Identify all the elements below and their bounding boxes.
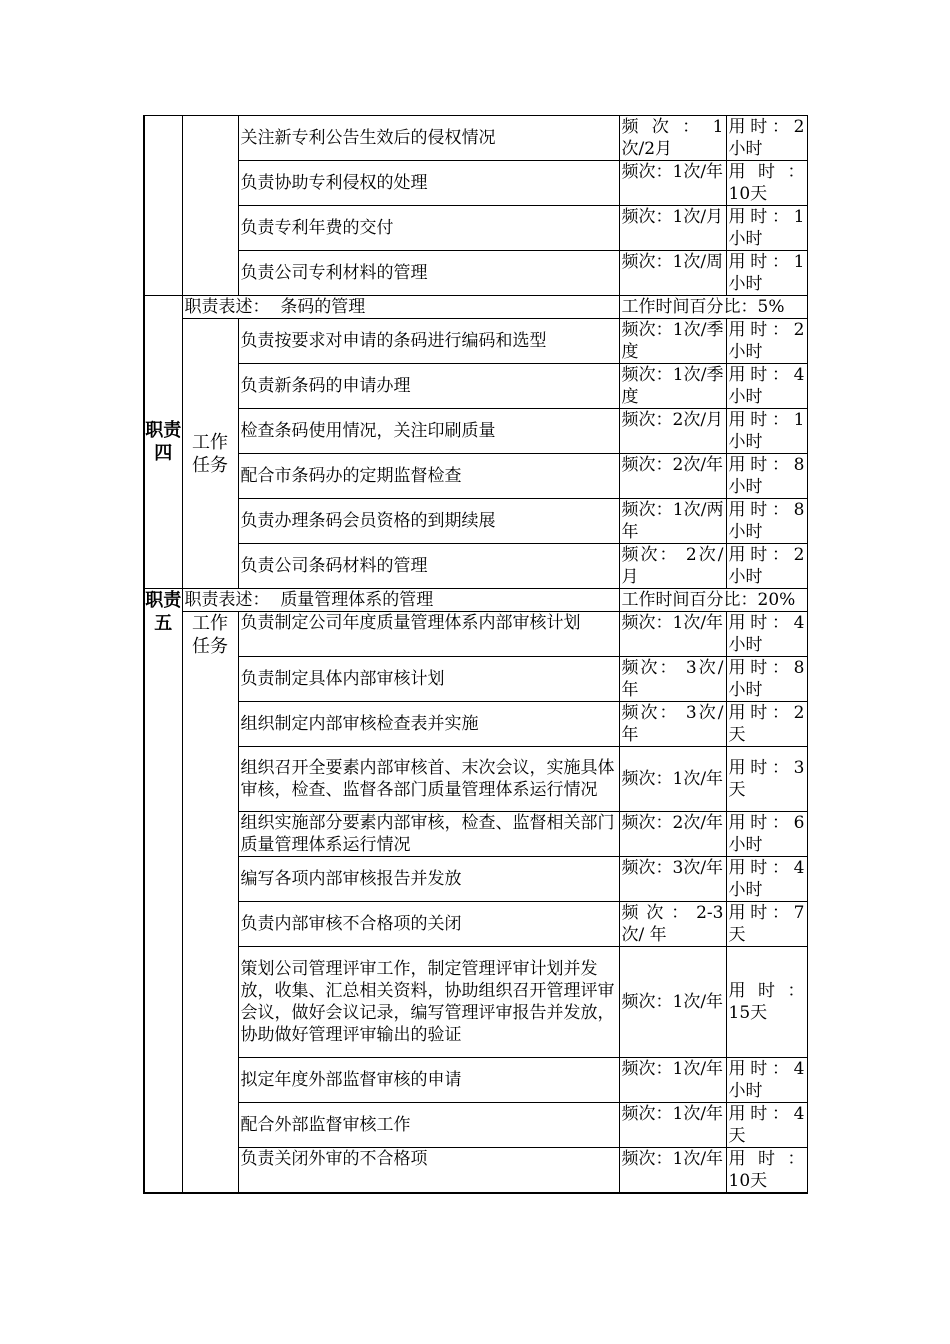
- task-cell: 负责专利年费的交付: [238, 206, 619, 251]
- prev-label-cell: [144, 116, 182, 296]
- task-cell: 编写各项内部审核报告并发放: [238, 857, 619, 902]
- frequency-cell: 频 次 ： 1次/2月: [619, 116, 726, 161]
- table-row: [144, 947, 807, 1058]
- frequency-cell: 频次：2次/年: [619, 454, 726, 499]
- time-cell: 用时：4小时: [726, 612, 807, 657]
- frequency-cell: 频次：1次/年: [619, 1148, 726, 1194]
- table-row: [144, 1103, 807, 1148]
- table-row: [144, 319, 807, 364]
- task-cell: 负责制定具体内部审核计划: [238, 657, 619, 702]
- frequency-cell: 频次： 2次/月: [619, 544, 726, 589]
- time-cell: 用 时 ：15天: [726, 947, 807, 1058]
- work-time-percent: 工作时间百分比：5%: [619, 296, 807, 319]
- work-task-label: 工作任务: [182, 319, 238, 589]
- time-cell: 用时：4小时: [726, 857, 807, 902]
- table-row: [144, 409, 807, 454]
- task-cell: 负责协助专利侵权的处理: [238, 161, 619, 206]
- table-row: [144, 454, 807, 499]
- task-cell: 策划公司管理评审工作，制定管理评审计划并发放，收集、汇总相关资料，协助组织召开管理评审会议，做好会议记录，编写管理评审报告并发放，协助做好管理评审输出的验证: [238, 947, 619, 1058]
- duty-description-text: 质量管理体系的管理: [280, 590, 434, 610]
- time-cell: 用时：7天: [726, 902, 807, 947]
- task-cell: 配合外部监督审核工作: [238, 1103, 619, 1148]
- task-cell: 负责公司专利材料的管理: [238, 251, 619, 296]
- work-time-percent: 工作时间百分比：20%: [619, 589, 807, 612]
- table-row: [144, 657, 807, 702]
- task-cell: 负责办理条码会员资格的到期续展: [238, 499, 619, 544]
- task-cell: 检查条码使用情况，关注印刷质量: [238, 409, 619, 454]
- time-cell: 用时：4天: [726, 1103, 807, 1148]
- frequency-cell: 频次：1次/两年: [619, 499, 726, 544]
- table-row: [144, 1148, 807, 1194]
- table-row: [144, 116, 807, 161]
- duty-description-prefix: 职责表述：: [184, 297, 270, 317]
- duty-table: [143, 115, 808, 1194]
- task-cell: 负责内部审核不合格项的关闭: [238, 902, 619, 947]
- frequency-cell: 频次：3次/年: [619, 857, 726, 902]
- frequency-cell: 频次： 3次/ 年: [619, 657, 726, 702]
- task-cell: 负责公司条码材料的管理: [238, 544, 619, 589]
- duty-header-row: [144, 296, 807, 319]
- frequency-cell: 频次：1次/年: [619, 612, 726, 657]
- frequency-cell: 频 次 ： 2-3次/ 年: [619, 902, 726, 947]
- prev-work-cell: [182, 116, 238, 296]
- time-cell: 用时：2小时: [726, 116, 807, 161]
- work-task-label: 工作任务: [182, 612, 238, 1194]
- time-cell: 用时：8小时: [726, 454, 807, 499]
- task-cell: 负责新条码的申请办理: [238, 364, 619, 409]
- duty-description: [182, 296, 619, 319]
- time-cell: 用时：8小时: [726, 657, 807, 702]
- task-cell: 负责制定公司年度质量管理体系内部审核计划: [238, 612, 619, 657]
- frequency-cell: 频次：2次/月: [619, 409, 726, 454]
- table-row: [144, 161, 807, 206]
- time-cell: 用时：2天: [726, 702, 807, 747]
- frequency-cell: 频次：2次/年: [619, 812, 726, 857]
- task-cell: 组织召开全要素内部审核首、末次会议，实施具体审核，检查、监督各部门质量管理体系运行情况: [238, 747, 619, 812]
- duty-description: [182, 589, 619, 612]
- table-row: [144, 812, 807, 857]
- table-row: [144, 499, 807, 544]
- duty-description-prefix: 职责表述：: [184, 590, 270, 610]
- task-cell: 拟定年度外部监督审核的申请: [238, 1058, 619, 1103]
- table-row: [144, 747, 807, 812]
- time-cell: 用 时 ：10天: [726, 161, 807, 206]
- frequency-cell: 频次：1次/年: [619, 747, 726, 812]
- frequency-cell: 频次：1次/年: [619, 1103, 726, 1148]
- frequency-cell: 频次： 3次/ 年: [619, 702, 726, 747]
- table-row: [144, 206, 807, 251]
- time-cell: 用时：3天: [726, 747, 807, 812]
- table-row: [144, 544, 807, 589]
- frequency-cell: 频次：1次/季度: [619, 319, 726, 364]
- time-cell: 用时：8小时: [726, 499, 807, 544]
- time-cell: 用时：1小时: [726, 251, 807, 296]
- duty-label: 职责五: [144, 589, 182, 1194]
- table-row: [144, 364, 807, 409]
- table-row: [144, 612, 807, 657]
- frequency-cell: 频次：1次/月: [619, 206, 726, 251]
- task-cell: 负责关闭外审的不合格项: [238, 1148, 619, 1194]
- task-cell: 组织实施部分要素内部审核，检查、监督相关部门质量管理体系运行情况: [238, 812, 619, 857]
- task-cell: 组织制定内部审核检查表并实施: [238, 702, 619, 747]
- table-row: [144, 902, 807, 947]
- frequency-cell: 频次：1次/年: [619, 947, 726, 1058]
- task-cell: 关注新专利公告生效后的侵权情况: [238, 116, 619, 161]
- time-cell: 用时：6小时: [726, 812, 807, 857]
- duty-label: 职责四: [144, 296, 182, 589]
- time-cell: 用时：4小时: [726, 364, 807, 409]
- time-cell: 用时：1小时: [726, 206, 807, 251]
- task-cell: 配合市条码办的定期监督检查: [238, 454, 619, 499]
- time-cell: 用时：2小时: [726, 544, 807, 589]
- frequency-cell: 频次：1次/年: [619, 161, 726, 206]
- time-cell: 用 时 ：10天: [726, 1148, 807, 1194]
- time-cell: 用时：1小时: [726, 409, 807, 454]
- duty-description-text: 条码的管理: [280, 297, 366, 317]
- table-row: [144, 251, 807, 296]
- frequency-cell: 频次：1次/年: [619, 1058, 726, 1103]
- time-cell: 用时：2小时: [726, 319, 807, 364]
- task-cell: 负责按要求对申请的条码进行编码和选型: [238, 319, 619, 364]
- table-row: [144, 1058, 807, 1103]
- table-row: [144, 702, 807, 747]
- duty-header-row: [144, 589, 807, 612]
- table-row: [144, 857, 807, 902]
- frequency-cell: 频次：1次/季度: [619, 364, 726, 409]
- frequency-cell: 频次：1次/周: [619, 251, 726, 296]
- time-cell: 用时：4小时: [726, 1058, 807, 1103]
